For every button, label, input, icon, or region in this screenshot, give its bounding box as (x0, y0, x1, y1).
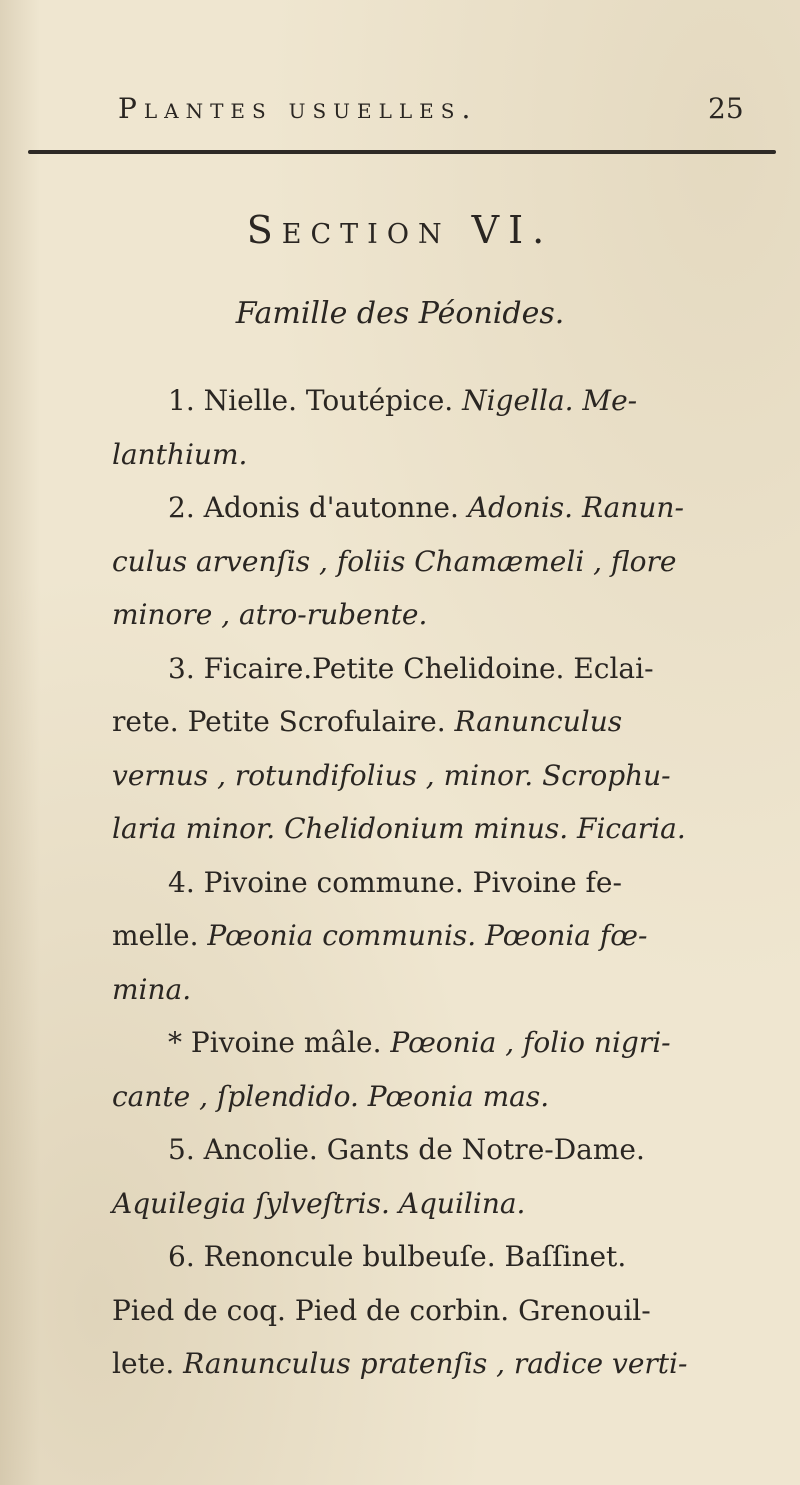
latin-name: culus arvenſis , foliis Chamæmeli , flore (112, 545, 677, 578)
french-name: Pied de coq. Pied de corbin. Grenouil- (112, 1294, 651, 1327)
french-name: lete. (112, 1347, 184, 1380)
latin-name: mina. (112, 973, 192, 1006)
latin-name: laria minor. Chelidonium minus. Ficaria. (112, 812, 686, 845)
latin-name: Adonis. Ranun- (467, 491, 684, 524)
french-name: 6. Renoncule bulbeuſe. Baſſinet. (168, 1240, 627, 1273)
latin-name: Pœonia communis. Pœonia fœ- (207, 919, 648, 952)
text-line (168, 1130, 645, 1170)
text-line (168, 488, 684, 528)
text-line (112, 1291, 651, 1331)
text-line (112, 1184, 525, 1224)
text-line (168, 863, 622, 903)
text-line (112, 809, 686, 849)
french-name: 4. Pivoine commune. Pivoine fe- (168, 866, 622, 899)
french-name: melle. (112, 919, 208, 952)
latin-name: Nigella. Me- (462, 384, 638, 417)
page-number: 25 (708, 92, 744, 125)
latin-name: Ranunculus pratenſis , radice verti- (183, 1347, 688, 1380)
running-head: Plantes usuelles. (118, 92, 478, 125)
header-rule (28, 150, 776, 154)
text-line (168, 649, 654, 689)
section-title: Section VI. (246, 208, 554, 252)
french-name: 5. Ancolie. Gants de Notre-Dame. (168, 1133, 645, 1166)
text-line (112, 916, 647, 956)
latin-name: lanthium. (112, 438, 248, 471)
french-name: * Pivoine mâle. (168, 1026, 391, 1059)
french-name: 3. Ficaire.Petite Chelidoine. Eclai- (168, 652, 654, 685)
french-name: 1. Nielle. Toutépice. (168, 384, 463, 417)
french-name: rete. Petite Scrofulaire. (112, 705, 455, 738)
text-line (112, 1077, 549, 1117)
text-line (168, 1237, 626, 1277)
latin-name: minore , atro-rubente. (112, 598, 428, 631)
latin-name: Pœonia , folio nigri- (390, 1026, 671, 1059)
text-line (168, 381, 637, 421)
text-line (112, 542, 676, 582)
text-line (112, 435, 247, 475)
latin-name: cante , ſplendido. Pœonia mas. (112, 1080, 550, 1113)
latin-name: Aquilegia ſylveſtris. Aquilina. (112, 1187, 526, 1220)
family-title: Famille des Péonides. (235, 296, 565, 331)
text-line (112, 1344, 687, 1384)
latin-name: Ranunculus (454, 705, 623, 738)
latin-name: vernus , rotundifolius , minor. Scrophu- (112, 759, 671, 792)
text-line (112, 970, 191, 1010)
text-line (112, 756, 671, 796)
text-line (112, 595, 427, 635)
text-line (168, 1023, 671, 1063)
french-name: 2. Adonis d'autonne. (168, 491, 468, 524)
text-line (112, 702, 622, 742)
